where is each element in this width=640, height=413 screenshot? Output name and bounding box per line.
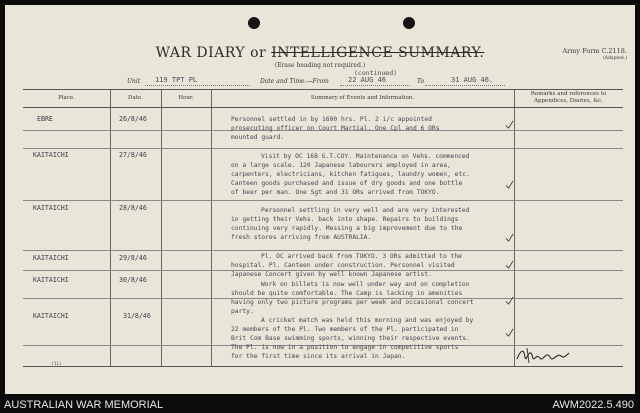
form-number-text: Army Form C.2118.	[562, 47, 627, 55]
summary-line: Visit by OC 168 G.T.COY. Maintenance on Vehs. commenced	[261, 153, 470, 160]
summary-line: Canteen goods purchased and issue of dry goods and one bottle	[231, 180, 463, 188]
entry-date: 30/8/46	[119, 276, 147, 284]
diary-table	[23, 89, 623, 367]
check-mark-icon	[505, 296, 514, 305]
remarks-header-line-1: Remarks and references to	[530, 91, 607, 97]
summary-line: having only two picture programs per week and occasional concert	[231, 299, 474, 307]
form-number	[562, 47, 627, 63]
unit-label: Unit	[127, 78, 141, 85]
summary-line: continuing very rapidly. Messing a big improvement due to the	[231, 225, 463, 233]
entry-summary	[231, 206, 470, 242]
entry-place: KAITAICHI	[33, 151, 69, 159]
entry-date: 28/8/46	[119, 204, 147, 212]
entry-summary	[231, 152, 470, 197]
remarks-header-line-2: Appendices, Diaries, &c.	[534, 98, 603, 104]
column-header-hour: Hour.	[178, 95, 194, 101]
column-divider	[211, 90, 212, 366]
subtitle: (Erase heading not required.)	[274, 62, 366, 69]
punch-hole-icon	[403, 17, 415, 29]
summary-line: for the first time since its arrival in Japan.	[231, 353, 406, 361]
from-underline	[340, 85, 410, 86]
summary-line: in getting their Vehs. back into shape. Repairs to buildings	[231, 216, 459, 224]
header-rule	[23, 107, 623, 108]
to-value: 31 AUG 46.	[451, 76, 494, 84]
caption-institution: AUSTRALIAN WAR MEMORIAL	[4, 399, 164, 411]
entry-date: 27/8/46	[119, 151, 147, 159]
entry-date: 29/8/46	[119, 254, 147, 262]
from-value: 22 AUG 46	[348, 76, 386, 84]
check-mark-icon	[505, 260, 514, 269]
entry-place: KAITAICHI	[33, 276, 69, 284]
column-divider	[514, 90, 515, 366]
column-header-remarks	[514, 91, 623, 105]
summary-line: should be quite comfortable. The Camp is lacking in amenities	[231, 290, 463, 298]
entry-summary	[231, 115, 440, 142]
summary-line: Work on billets is now well under way and on completion	[261, 281, 470, 288]
column-header-place: Place.	[58, 95, 75, 101]
unit-value: 119 TPT PL	[155, 76, 198, 84]
column-divider	[161, 90, 162, 366]
summary-line: of beer per man. One Sgt and 31 ORs arrived from TOKYO.	[231, 189, 440, 197]
column-divider	[110, 90, 111, 366]
column-header-summary: Summary of Events and Information.	[310, 95, 415, 101]
punch-hole-icon	[248, 17, 260, 29]
summary-line: Personnel settling in very well and are very interested	[261, 207, 470, 214]
row-rule	[23, 250, 623, 251]
page-title	[5, 45, 635, 61]
summary-line: Brit Com Base swimming sports, winning their respective events.	[231, 335, 470, 343]
summary-line: carpenters, electricians, kitchen fatigues, laundry women, etc.	[231, 171, 470, 179]
check-mark-icon	[505, 120, 514, 129]
check-mark-icon	[505, 233, 514, 242]
print-code: (11)	[51, 362, 62, 367]
entry-date: 26/8/46	[119, 115, 147, 123]
summary-line: Pl. OC arrived back from TOKYO. 3 ORs admitted to the	[261, 253, 462, 260]
title-intelligence-summary: INTELLIGENCE SUMMARY.	[271, 45, 485, 61]
entry-place: KAITAICHI	[33, 312, 69, 320]
check-mark-icon	[505, 180, 514, 189]
summary-line: on a large scale. 120 Japanese labourers employed in area,	[231, 162, 451, 170]
summary-line: mounted guard.	[231, 134, 285, 142]
check-mark-icon	[505, 328, 514, 337]
entry-summary	[231, 252, 462, 279]
summary-line: Japanese Concert given by well known Japanese artist.	[231, 271, 432, 279]
summary-line: The Pl. is now in a position to engage in competitive sports	[231, 344, 459, 352]
entry-summary	[231, 280, 474, 316]
entry-place: EBRE	[37, 115, 53, 123]
date-label: Date and Time.—From	[260, 78, 329, 85]
continued-note: (continued)	[354, 69, 398, 77]
unit-underline	[145, 85, 250, 86]
entry-date: 31/8/46	[123, 312, 151, 320]
summary-line: 22 members of the Pl. Two members of the Pl. participated in	[231, 326, 459, 334]
to-label: To	[417, 78, 425, 85]
summary-line: prosecuting officer on Court Martial. One Cpl and 6 ORs	[231, 125, 440, 133]
to-underline	[425, 85, 505, 86]
diary-sheet	[5, 5, 635, 394]
summary-line: fresh stores arriving from AUSTRALIA.	[231, 234, 372, 242]
summary-line: party.	[231, 308, 254, 316]
caption-bar	[0, 397, 640, 413]
entry-place: KAITAICHI	[33, 254, 69, 262]
caption-accession: AWM2022.5.490	[552, 399, 634, 411]
summary-line: Personnel settled in by 1600 hrs. Pl. 2 i/c appointed	[231, 116, 432, 123]
row-rule	[23, 200, 623, 201]
row-rule	[23, 148, 623, 149]
signature-icon	[515, 345, 575, 367]
summary-line: hospital. Pl. Canteen under construction. Personnel visited	[231, 262, 455, 270]
title-war-diary: WAR DIARY or	[155, 45, 272, 61]
column-header-date: Date.	[128, 95, 143, 101]
entry-summary	[231, 316, 473, 361]
form-note: (Adapted.)	[603, 56, 627, 61]
summary-line: A cricket match was held this morning and was enjoyed by	[261, 317, 474, 324]
entry-place: KAITAICHI	[33, 204, 69, 212]
unit-date-line	[5, 76, 635, 88]
